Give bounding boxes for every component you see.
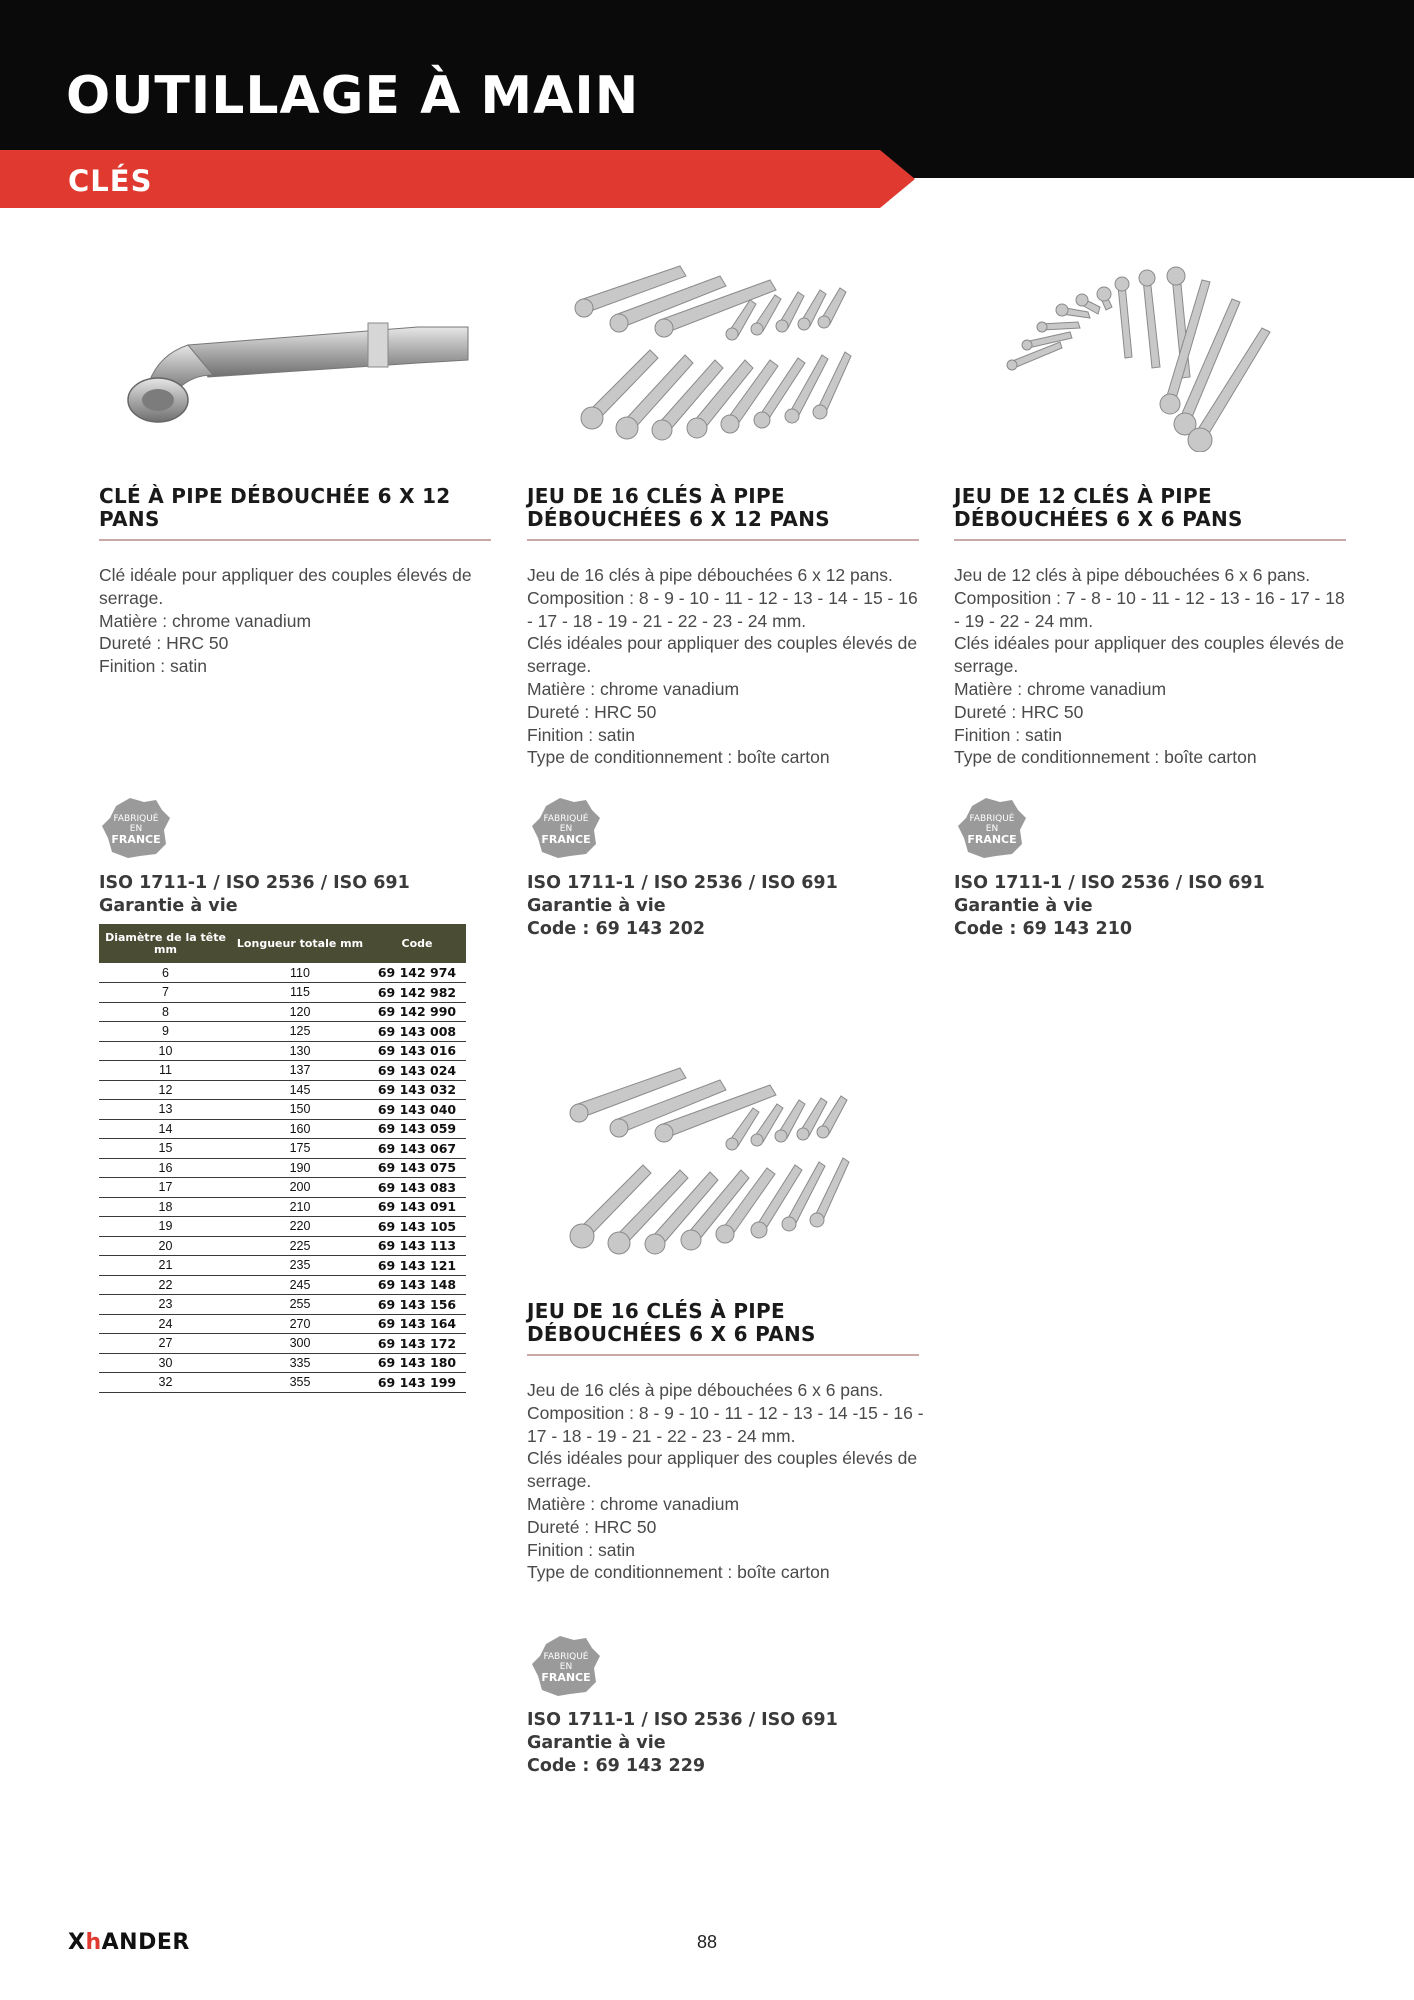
table-row xyxy=(99,1139,466,1159)
brand-logo-part: h xyxy=(85,1930,102,1955)
code-cell: 69 143 113 xyxy=(368,1236,466,1256)
head-diameter-cell: 13 xyxy=(99,1100,232,1120)
table-row xyxy=(99,1275,466,1295)
total-length-cell: 130 xyxy=(232,1041,368,1061)
description-line: Dureté : HRC 50 xyxy=(527,1516,657,1537)
badge-line: EN xyxy=(129,824,143,834)
table-row xyxy=(99,1022,466,1042)
head-diameter-cell: 27 xyxy=(99,1334,232,1354)
description-line: Dureté : HRC 50 xyxy=(527,701,657,722)
total-length-cell: 255 xyxy=(232,1295,368,1315)
total-length-cell: 225 xyxy=(232,1236,368,1256)
head-diameter-cell: 20 xyxy=(99,1236,232,1256)
table-row xyxy=(99,1158,466,1178)
brand-logo xyxy=(68,1930,190,1955)
head-diameter-cell: 8 xyxy=(99,1002,232,1022)
product-specs xyxy=(527,1709,838,1777)
head-diameter-cell: 17 xyxy=(99,1178,232,1198)
made-in-france-badge xyxy=(530,796,602,860)
total-length-cell: 270 xyxy=(232,1314,368,1334)
code-cell: 69 143 067 xyxy=(368,1139,466,1159)
badge-line: EN xyxy=(559,1662,573,1672)
wrench-set-16-photo xyxy=(570,260,870,450)
made-in-france-badge xyxy=(956,796,1028,860)
brand-logo-part: X xyxy=(68,1930,86,1955)
total-length-cell: 145 xyxy=(232,1080,368,1100)
table-row xyxy=(99,1314,466,1334)
total-length-cell: 220 xyxy=(232,1217,368,1237)
head-diameter-cell: 23 xyxy=(99,1295,232,1315)
total-length-cell: 210 xyxy=(232,1197,368,1217)
table-row xyxy=(99,1178,466,1198)
product-code: Code : 69 143 202 xyxy=(527,918,706,939)
code-cell: 69 143 180 xyxy=(368,1353,466,1373)
warranty-text: Garantie à vie xyxy=(527,895,666,916)
head-diameter-cell: 24 xyxy=(99,1314,232,1334)
product-code: Code : 69 143 229 xyxy=(527,1755,706,1776)
code-cell: 69 142 982 xyxy=(368,983,466,1003)
total-length-cell: 160 xyxy=(232,1119,368,1139)
description-line: Clés idéales pour appliquer des couples élevés de serrage. xyxy=(954,633,1345,677)
table-row xyxy=(99,1119,466,1139)
badge-line: FRANCE xyxy=(541,833,591,846)
description-line: Matière : chrome vanadium xyxy=(954,678,1167,699)
single-pipe-wrench-photo xyxy=(118,315,478,435)
product-specs xyxy=(99,872,410,918)
description-line: Matière : chrome vanadium xyxy=(99,610,312,631)
description-line: Composition : 8 - 9 - 10 - 11 - 12 - 13 - 14 -15 - 16 - 17 - 18 - 19 - 21 - 22 - 23 - 24 mm. xyxy=(527,1402,924,1446)
table-row xyxy=(99,1295,466,1315)
code-cell: 69 143 121 xyxy=(368,1256,466,1276)
head-diameter-cell: 9 xyxy=(99,1022,232,1042)
head-diameter-cell: 15 xyxy=(99,1139,232,1159)
page-title: OUTILLAGE À MAIN xyxy=(66,66,640,126)
product-title: CLÉ À PIPE DÉBOUCHÉE 6 X 12 PANS xyxy=(99,485,491,541)
column-header: Longueur totale mm xyxy=(232,924,368,963)
warranty-text: Garantie à vie xyxy=(527,1732,666,1753)
badge-line: FRANCE xyxy=(967,833,1017,846)
total-length-cell: 235 xyxy=(232,1256,368,1276)
code-cell: 69 143 164 xyxy=(368,1314,466,1334)
head-diameter-cell: 30 xyxy=(99,1353,232,1373)
table-row xyxy=(99,1197,466,1217)
total-length-cell: 190 xyxy=(232,1158,368,1178)
column-header: Code xyxy=(368,924,466,963)
category-label: CLÉS xyxy=(68,164,153,198)
code-cell: 69 143 040 xyxy=(368,1100,466,1120)
code-cell: 69 143 199 xyxy=(368,1373,466,1393)
brand-logo-part: ANDER xyxy=(101,1930,190,1955)
description-line: Type de conditionnement : boîte carton xyxy=(954,747,1257,768)
table-row xyxy=(99,1236,466,1256)
badge-line: FABRIQUÉ xyxy=(969,814,1015,824)
head-diameter-cell: 11 xyxy=(99,1061,232,1081)
made-in-france-badge xyxy=(100,796,172,860)
code-cell: 69 143 059 xyxy=(368,1119,466,1139)
product-specs xyxy=(527,872,838,940)
table-row xyxy=(99,1256,466,1276)
code-cell: 69 143 091 xyxy=(368,1197,466,1217)
head-diameter-cell: 12 xyxy=(99,1080,232,1100)
product-description xyxy=(527,1379,927,1584)
table-row xyxy=(99,1217,466,1237)
code-cell: 69 143 105 xyxy=(368,1217,466,1237)
head-diameter-cell: 7 xyxy=(99,983,232,1003)
badge-line: FRANCE xyxy=(541,1671,591,1684)
head-diameter-cell: 10 xyxy=(99,1041,232,1061)
badge-line: FRANCE xyxy=(111,833,161,846)
code-cell: 69 143 024 xyxy=(368,1061,466,1081)
table-row xyxy=(99,1100,466,1120)
column-header: Diamètre de la tête mm xyxy=(99,924,232,963)
table-row xyxy=(99,983,466,1003)
head-diameter-cell: 14 xyxy=(99,1119,232,1139)
description-line: Matière : chrome vanadium xyxy=(527,1493,740,1514)
description-line: Composition : 8 - 9 - 10 - 11 - 12 - 13 - 14 - 15 - 16 - 17 - 18 - 19 - 21 - 22 - 23 - 24 mm. xyxy=(527,587,918,631)
table-row xyxy=(99,1334,466,1354)
badge-line: EN xyxy=(985,824,999,834)
code-cell: 69 142 974 xyxy=(368,963,466,983)
total-length-cell: 300 xyxy=(232,1334,368,1354)
made-in-france-badge xyxy=(530,1634,602,1698)
description-line: Finition : satin xyxy=(954,724,1062,745)
description-line: Jeu de 16 clés à pipe débouchées 6 x 12 pans. xyxy=(527,565,893,585)
badge-line: FABRIQUÉ xyxy=(113,814,159,824)
head-diameter-cell: 16 xyxy=(99,1158,232,1178)
badge-line: EN xyxy=(559,824,573,834)
table-header-row xyxy=(99,924,466,963)
head-diameter-cell: 21 xyxy=(99,1256,232,1276)
head-diameter-cell: 19 xyxy=(99,1217,232,1237)
total-length-cell: 150 xyxy=(232,1100,368,1120)
badge-line: FABRIQUÉ xyxy=(543,814,589,824)
description-line: Clé idéale pour appliquer des couples élevés de serrage. xyxy=(99,565,472,608)
description-line: Jeu de 12 clés à pipe débouchées 6 x 6 pans. xyxy=(954,565,1311,585)
table-row xyxy=(99,1353,466,1373)
product-code: Code : 69 143 210 xyxy=(954,918,1133,939)
description-line: Finition : satin xyxy=(527,1539,635,1560)
product-description xyxy=(954,564,1354,769)
product-description xyxy=(527,564,927,769)
head-diameter-cell: 22 xyxy=(99,1275,232,1295)
table-row xyxy=(99,1002,466,1022)
table-row xyxy=(99,1041,466,1061)
table-row xyxy=(99,1373,466,1393)
warranty-text: Garantie à vie xyxy=(99,895,238,916)
total-length-cell: 355 xyxy=(232,1373,368,1393)
table-row xyxy=(99,1080,466,1100)
code-cell: 69 143 083 xyxy=(368,1178,466,1198)
description-line: Jeu de 16 clés à pipe débouchées 6 x 6 pans. xyxy=(527,1380,884,1400)
total-length-cell: 110 xyxy=(232,963,368,983)
product-title: JEU DE 12 CLÉS À PIPE DÉBOUCHÉES 6 X 6 PANS xyxy=(954,485,1346,541)
description-line: Dureté : HRC 50 xyxy=(99,633,229,654)
code-cell: 69 143 075 xyxy=(368,1158,466,1178)
code-cell: 69 143 148 xyxy=(368,1275,466,1295)
description-line: Clés idéales pour appliquer des couples élevés de serrage. xyxy=(527,1448,918,1492)
wrench-size-table xyxy=(99,924,466,1393)
wrench-set-16-photo xyxy=(565,1060,865,1270)
code-cell: 69 143 016 xyxy=(368,1041,466,1061)
code-cell: 69 143 008 xyxy=(368,1022,466,1042)
description-line: Clés idéales pour appliquer des couples élevés de serrage. xyxy=(527,633,918,677)
code-cell: 69 143 032 xyxy=(368,1080,466,1100)
total-length-cell: 120 xyxy=(232,1002,368,1022)
total-length-cell: 115 xyxy=(232,983,368,1003)
product-description xyxy=(99,564,499,678)
head-diameter-cell: 32 xyxy=(99,1373,232,1393)
total-length-cell: 125 xyxy=(232,1022,368,1042)
table-row xyxy=(99,963,466,983)
norms-text: ISO 1711-1 / ISO 2536 / ISO 691 xyxy=(527,1710,838,1730)
description-line: Composition : 7 - 8 - 10 - 11 - 12 - 13 - 16 - 17 - 18 - 19 - 22 - 24 mm. xyxy=(954,587,1345,631)
wrench-set-12-photo xyxy=(1000,262,1290,452)
badge-line: FABRIQUÉ xyxy=(543,1652,589,1662)
total-length-cell: 335 xyxy=(232,1353,368,1373)
head-diameter-cell: 6 xyxy=(99,963,232,983)
table-body xyxy=(99,963,466,1392)
code-cell: 69 143 156 xyxy=(368,1295,466,1315)
total-length-cell: 175 xyxy=(232,1139,368,1159)
head-diameter-cell: 18 xyxy=(99,1197,232,1217)
norms-text: ISO 1711-1 / ISO 2536 / ISO 691 xyxy=(954,873,1265,893)
product-title: JEU DE 16 CLÉS À PIPE DÉBOUCHÉES 6 X 12 PANS xyxy=(527,485,919,541)
product-title: JEU DE 16 CLÉS À PIPE DÉBOUCHÉES 6 X 6 PANS xyxy=(527,1300,919,1356)
table-row xyxy=(99,1061,466,1081)
norms-text: ISO 1711-1 / ISO 2536 / ISO 691 xyxy=(527,873,838,893)
warranty-text: Garantie à vie xyxy=(954,895,1093,916)
description-line: Type de conditionnement : boîte carton xyxy=(527,1562,830,1583)
description-line: Type de conditionnement : boîte carton xyxy=(527,747,830,768)
total-length-cell: 200 xyxy=(232,1178,368,1198)
code-cell: 69 142 990 xyxy=(368,1002,466,1022)
description-line: Finition : satin xyxy=(99,656,207,677)
product-specs xyxy=(954,872,1265,940)
description-line: Dureté : HRC 50 xyxy=(954,701,1084,722)
description-line: Matière : chrome vanadium xyxy=(527,678,740,699)
description-line: Finition : satin xyxy=(527,724,635,745)
total-length-cell: 137 xyxy=(232,1061,368,1081)
norms-text: ISO 1711-1 / ISO 2536 / ISO 691 xyxy=(99,873,410,893)
code-cell: 69 143 172 xyxy=(368,1334,466,1354)
total-length-cell: 245 xyxy=(232,1275,368,1295)
page-number: 88 xyxy=(696,1932,718,1952)
